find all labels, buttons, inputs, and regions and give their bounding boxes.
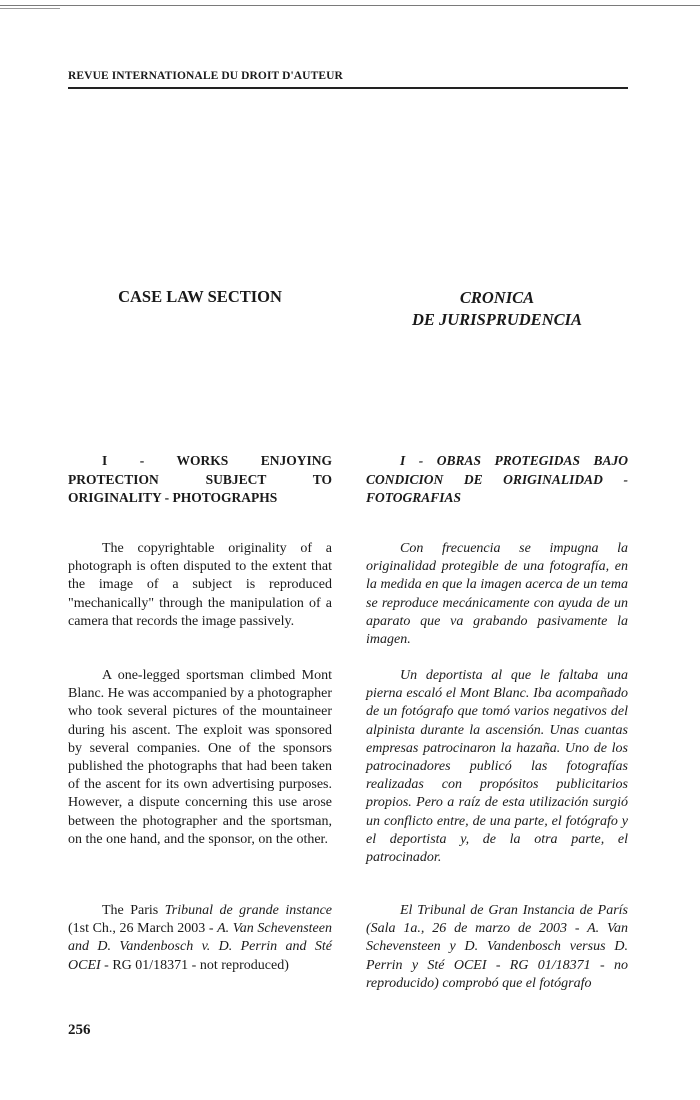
right-heading-block [366,452,628,508]
left-column-body [68,540,332,631]
left-heading: I - WORKS ENJOYING PROTECTION SUBJECT TO ORIGINALITY - PHOTOGRAPHS [68,453,332,505]
left-heading-block [68,452,332,508]
section-title-spanish [366,287,628,331]
page-number: 256 [68,1022,91,1038]
left-paragraph-3-court: Tribunal de grande instance [164,903,332,918]
right-column-body-3 [366,902,628,993]
scan-edge-mark [0,8,60,9]
section-title-spanish-line1: CRONICA [459,288,535,307]
left-paragraph-1: The copyrightable originality of a photograph is often disputed to the extent that the image of a subject is reproduced "mechanically" through the manipulation of a camera that records the image passively. [68,541,332,629]
section-title-english: CASE LAW SECTION [118,287,282,306]
left-paragraph-3-end: - RG 01/18371 - not reproduced) [100,957,289,973]
right-paragraph-2: Un deportista al que le faltaba una pierna escaló el Mont Blanc. Iba acompañado de un fotógrafo que tomó varios negativos del alpinista durante la ascensión. Unas cuantas empresas patrocinaron la hazaña. Uno de los patrocinadores publicó las fotografías realizadas con propósitos publicitarios propios. Pero a raíz de esta utilización surgió un conflicto entre, de una parte, el fotógrafo y el deportista y, de la otra parte, el patrocinador. [366,668,628,866]
right-column-body-2 [366,667,628,867]
scan-edge-line [0,5,700,6]
left-column-body-2 [68,667,332,849]
left-paragraph-3-start: The Paris [102,903,165,918]
right-paragraph-3: El Tribunal de Gran Instancia de París (Sala 1a., 26 de marzo de 2003 - A. Van Schevensteen y D. Vandenbosch versus D. Perrin y Sté OCEI - RG 01/18371 - no reproducido) comprobó que el fotógrafo [366,903,628,991]
header-rule [68,87,628,89]
left-paragraph-3-mid: (1st Ch., 26 March 2003 - [68,921,218,937]
left-paragraph-2: A one-legged sportsman climbed Mont Blanc. He was accompanied by a photographer who took several pictures of the mountaineer during his ascent. The exploit was sponsored by several companies. One of the sponsors published the photographs that had been taken of the ascent for its own advertising purposes. However, a dispute concerning this use arose between the photographer and the sportsman, on the one hand, and the sponsor, on the other. [68,668,332,847]
left-paragraph-3-parties: A. Van Schevensteen and D. Vandenbosch v. D. Perrin and Sté OCEI [68,921,332,973]
section-title-spanish-line2: DE JURISPRUDENCIA [411,310,583,329]
left-column-body-3 [68,902,332,975]
left-paragraph-3 [68,902,332,975]
right-heading: I - OBRAS PROTEGIDAS BAJO CONDICION DE ORIGINALIDAD - FOTOGRAFIAS [366,453,628,505]
running-head: REVUE INTERNATIONALE DU DROIT D'AUTEUR [68,70,343,82]
right-paragraph-1: Con frecuencia se impugna la originalidad protegible de una fotografía, en la medida en que la imagen acerca de un tema se reproduce mecánicamente con ayuda de un aparato que va grabando pasivamente la imagen. [366,541,628,648]
right-column-body [366,540,628,649]
